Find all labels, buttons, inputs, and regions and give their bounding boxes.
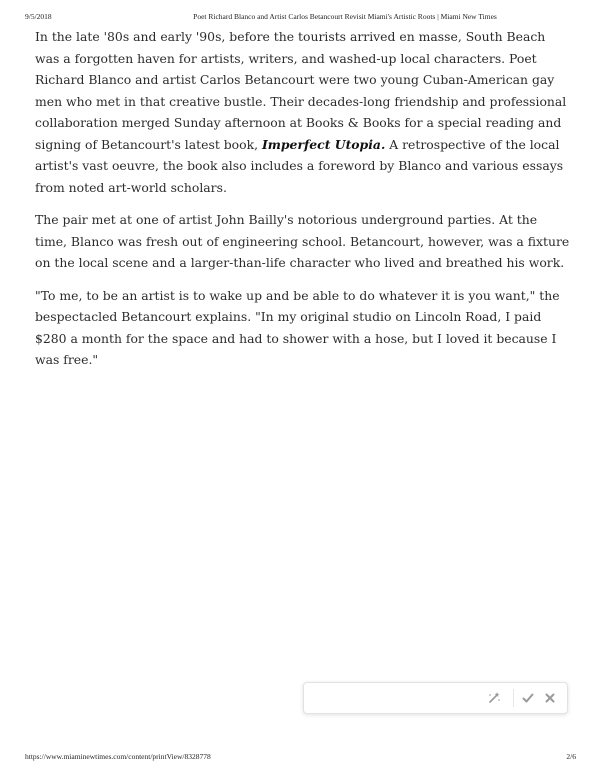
article-paragraph-1: [35, 26, 570, 198]
close-icon[interactable]: [543, 691, 557, 705]
article-paragraph-2: The pair met at one of artist John Bailly's notorious underground parties. At the time, Blanco was fresh out of engineering school. Betancourt, however, was a fixture on the local scene and a larger-than-life character who lived and breathed his work.: [35, 212, 570, 270]
toolbar-divider: [513, 689, 514, 707]
magic-wand-icon[interactable]: [487, 691, 501, 705]
page-title: Poet Richard Blanco and Artist Carlos Betancourt Revisit Miami's Artistic Roots | Miami New Times: [193, 12, 497, 21]
article-paragraph-3: "To me, to be an artist is to wake up and be able to do whatever it is you want," the bespectacled Betancourt explains. "In my original studio on Lincoln Road, I paid $280 a month for the space and had to shower with a hose, but I loved it because I was free.": [35, 287, 560, 367]
print-date: 9/5/2018: [25, 12, 52, 21]
check-icon[interactable]: [521, 691, 535, 705]
floating-toolbar: [303, 682, 568, 714]
paragraph-1-text-end: A retrospective of the local artist's vast oeuvre, the book also includes a foreword by Blanco and various essays from noted art-world scholars.: [35, 136, 564, 195]
book-title: Imperfect Utopia.: [261, 136, 386, 152]
paragraph-1-text-start: In the late '80s and early '90s, before the tourists arrived en masse, South Beach was a forgotten haven for artists, writers, and washed-up local characters. Poet Richard Blanco and artist Carlos Betancourt were two young Cuban-American gay men who met in that creative bustle. Their decades-long friendship and professional collaboration merged Sunday afternoon at Books & Books for a special reading and signing of Betancourt's latest book,: [35, 29, 567, 152]
page-url: https://www.miaminewtimes.com/content/printView/8328778: [25, 752, 211, 761]
article-body: [35, 26, 570, 382]
page-number: 2/6: [566, 752, 576, 761]
